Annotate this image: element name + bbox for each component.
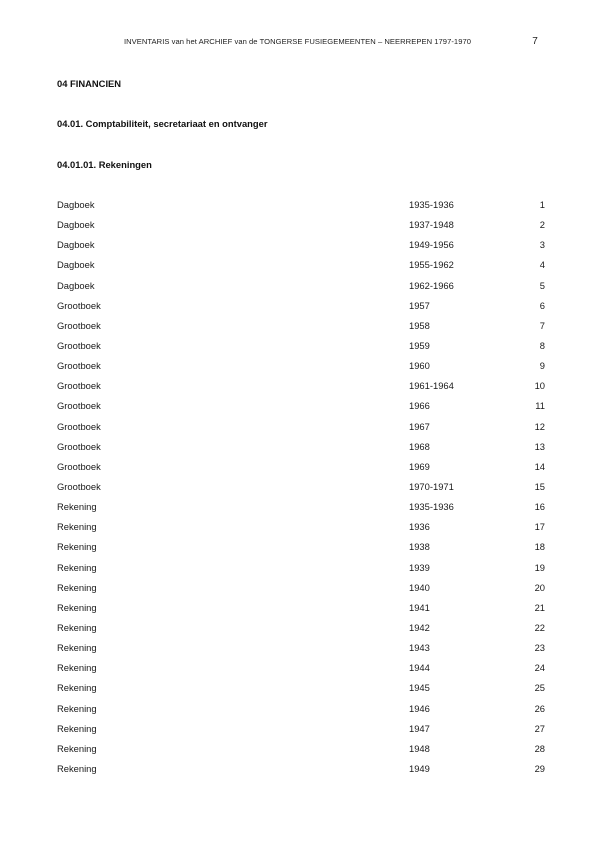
inventory-entry-row [57,521,545,541]
inventory-entry-row [57,421,545,441]
running-header: INVENTARIS van het ARCHIEF van de TONGERSE FUSIEGEMEENTEN – NEERREPEN 1797-1970 [123,37,472,46]
entry-description: Grootboek [57,480,101,492]
entry-period: 1935-1936 [409,501,454,513]
inventory-entry-row [57,219,545,239]
entry-description: Rekening [57,601,97,613]
inventory-entry-row [57,541,545,561]
entry-period: 1949-1956 [409,239,454,251]
inventory-entry-row [57,642,545,662]
entry-description: Grootboek [57,319,101,331]
inventory-entry-row [57,320,545,340]
page-number: 7 [532,36,538,47]
entry-description: Grootboek [57,299,101,311]
entry-description: Rekening [57,702,97,714]
inventory-entry-row [57,280,545,300]
entry-number: 9 [539,360,545,372]
entry-period: 1936 [409,521,430,533]
entry-period: 1969 [409,460,430,472]
inventory-entry-row [57,400,545,420]
entry-number: 29 [534,762,545,774]
inventory-entry-list [57,199,545,783]
entry-number: 22 [534,621,545,633]
entry-number: 28 [534,742,545,754]
inventory-entry-row [57,582,545,602]
entry-period: 1970-1971 [409,480,454,492]
entry-number: 21 [534,601,545,613]
entry-period: 1948 [409,742,430,754]
inventory-entry-row [57,360,545,380]
entry-period: 1968 [409,440,430,452]
entry-number: 10 [534,380,545,392]
entry-period: 1959 [409,339,430,351]
entry-number: 4 [539,259,545,271]
entry-number: 26 [534,702,545,714]
inventory-entry-row [57,461,545,481]
entry-description: Grootboek [57,339,101,351]
entry-period: 1939 [409,561,430,573]
entry-period: 1957 [409,299,430,311]
entry-description: Rekening [57,642,97,654]
entry-description: Rekening [57,541,97,553]
inventory-entry-row [57,259,545,279]
entry-period: 1966 [409,400,430,412]
entry-description: Grootboek [57,400,101,412]
entry-number: 7 [539,319,545,331]
entry-period: 1960 [409,360,430,372]
inventory-entry-row [57,723,545,743]
entry-period: 1942 [409,621,430,633]
inventory-entry-row [57,602,545,622]
entry-period: 1958 [409,319,430,331]
entry-number: 25 [534,682,545,694]
entry-period: 1962-1966 [409,279,454,291]
entry-number: 2 [539,219,545,231]
entry-description: Rekening [57,762,97,774]
entry-period: 1955-1962 [409,259,454,271]
inventory-entry-row [57,562,545,582]
entry-period: 1961-1964 [409,380,454,392]
inventory-entry-row [57,682,545,702]
entry-description: Rekening [57,662,97,674]
entry-description: Dagboek [57,279,95,291]
entry-period: 1967 [409,420,430,432]
entry-number: 14 [534,460,545,472]
inventory-entry-row [57,662,545,682]
entry-description: Grootboek [57,420,101,432]
inventory-entry-row [57,481,545,501]
entry-period: 1945 [409,682,430,694]
entry-number: 1 [539,199,545,210]
entry-description: Grootboek [57,360,101,372]
entry-description: Rekening [57,521,97,533]
entry-description: Rekening [57,581,97,593]
entry-period: 1940 [409,581,430,593]
inventory-entry-row [57,441,545,461]
entry-number: 5 [539,279,545,291]
entry-description: Dagboek [57,259,95,271]
entry-period: 1941 [409,601,430,613]
entry-period: 1949 [409,762,430,774]
inventory-entry-row [57,703,545,723]
entry-description: Rekening [57,561,97,573]
section-heading-level3: 04.01.01. Rekeningen [57,159,152,170]
entry-number: 13 [534,440,545,452]
entry-period: 1938 [409,541,430,553]
entry-description: Rekening [57,621,97,633]
inventory-entry-row [57,501,545,521]
inventory-entry-row [57,340,545,360]
entry-period: 1943 [409,642,430,654]
entry-period: 1946 [409,702,430,714]
entry-description: Rekening [57,501,97,513]
entry-number: 19 [534,561,545,573]
entry-number: 8 [539,339,545,351]
entry-description: Rekening [57,682,97,694]
inventory-entry-row [57,300,545,320]
entry-number: 11 [535,400,545,412]
entry-period: 1937-1948 [409,219,454,231]
entry-number: 18 [534,541,545,553]
entry-number: 16 [534,501,545,513]
entry-description: Dagboek [57,219,95,231]
section-heading-level2: 04.01. Comptabiliteit, secretariaat en ontvanger [57,118,268,129]
entry-description: Rekening [57,722,97,734]
entry-number: 23 [534,642,545,654]
inventory-entry-row [57,743,545,763]
entry-number: 24 [534,662,545,674]
entry-number: 17 [534,521,545,533]
entry-number: 12 [534,420,545,432]
entry-period: 1947 [409,722,430,734]
inventory-entry-row [57,239,545,259]
entry-number: 15 [534,480,545,492]
inventory-entry-row [57,763,545,783]
entry-number: 20 [534,581,545,593]
section-heading-level1: 04 FINANCIEN [57,78,122,89]
entry-description: Rekening [57,742,97,754]
inventory-entry-row [57,380,545,400]
inventory-entry-row [57,199,545,219]
entry-number: 27 [534,722,545,734]
inventory-entry-row [57,622,545,642]
entry-description: Grootboek [57,460,101,472]
entry-description: Grootboek [57,380,101,392]
entry-number: 3 [539,239,545,251]
entry-description: Grootboek [57,440,101,452]
entry-period: 1935-1936 [409,199,454,210]
entry-description: Dagboek [57,199,95,210]
entry-period: 1944 [409,662,430,674]
entry-description: Dagboek [57,239,95,251]
entry-number: 6 [539,299,545,311]
